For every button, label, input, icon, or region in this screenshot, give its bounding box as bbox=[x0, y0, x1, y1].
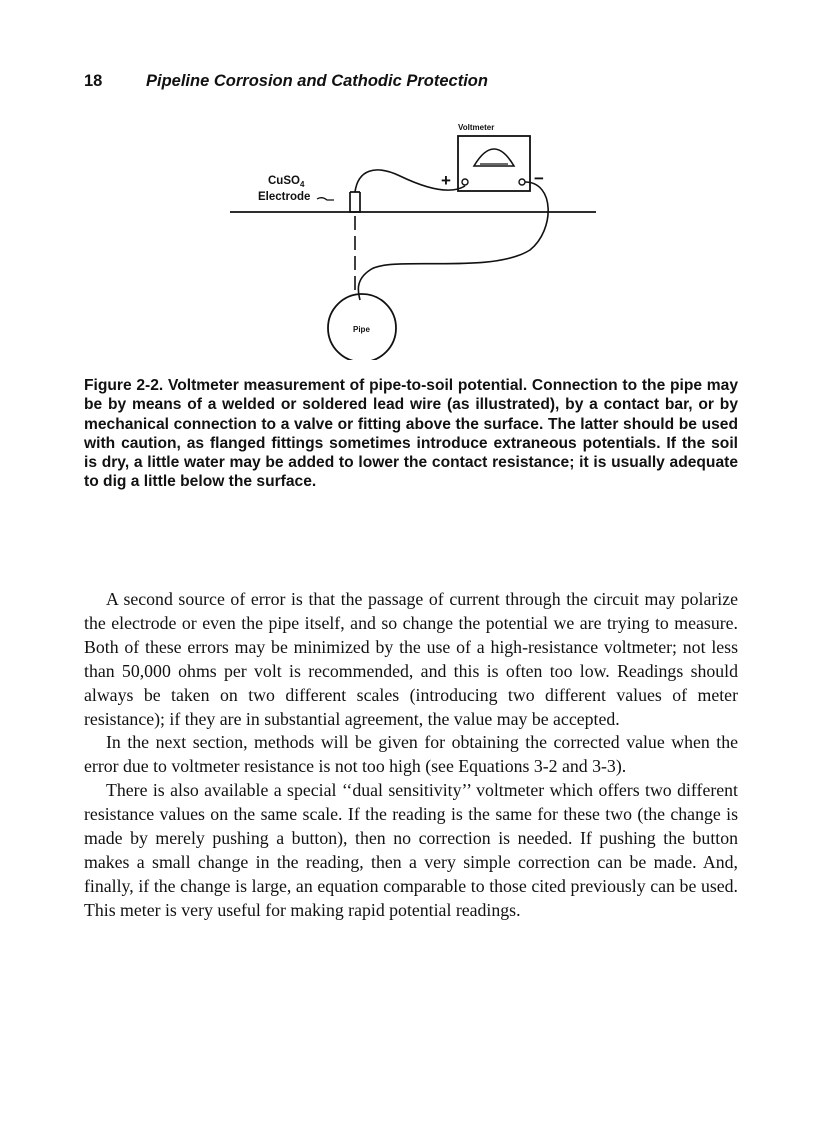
figure-2-2-diagram bbox=[210, 120, 610, 360]
body-text bbox=[84, 588, 738, 923]
figure-label: Figure 2-2. bbox=[84, 377, 164, 394]
caption-text: Voltmeter measurement of pipe-to-soil potential. Connection to the pipe may be by means of a welded or soldered lead wire (as illustrated), by a contact bar, or by mechanical connection to a valve or fitting above the surface. The latter should be used with caution, as flanged fittings sometimes introduce extraneous potentials. If the soil is dry, a little water may be added to lower the contact resistance; it is usually adequate to dig a little below the surface. bbox=[84, 377, 738, 491]
pipe-label: Pipe bbox=[353, 325, 370, 334]
voltmeter-label: Voltmeter bbox=[458, 123, 495, 132]
running-title: Pipeline Corrosion and Cathodic Protection bbox=[146, 72, 488, 90]
electrode-leader bbox=[317, 198, 334, 200]
plus-sign: + bbox=[441, 171, 451, 190]
paragraph: In the next section, methods will be given for obtaining the corrected value when the error due to voltmeter resistance is not too high (see Equations 3-2 and 3-3). bbox=[84, 732, 738, 777]
negative-terminal bbox=[519, 179, 525, 185]
pipe-lead-wire bbox=[358, 182, 548, 300]
paragraph: A second source of error is that the passage of current through the circuit may polarize the electrode or even the pipe itself, and so change the potential we are trying to measure. Both of these errors may be minimized by the use of a high-resistance voltmeter; not less than 50,000 ohms per volt is recommended, and this is often too low. Readings should always be taken on two different scales (introducing two different values of meter resistance); if they are in substantial agreement, the value may be accepted. bbox=[84, 589, 738, 729]
electrode-label-line2: Electrode bbox=[258, 191, 311, 203]
page-number: 18 bbox=[84, 72, 103, 90]
minus-sign: − bbox=[534, 169, 544, 188]
voltmeter-circuit-diagram bbox=[210, 120, 610, 360]
figure-caption bbox=[84, 376, 738, 492]
running-header bbox=[84, 72, 488, 91]
electrode-label-line1: CuSO$_4$ bbox=[268, 175, 305, 189]
positive-terminal bbox=[462, 179, 468, 185]
cuso4-electrode bbox=[350, 192, 360, 212]
paragraph: There is also available a special ‘‘dual sensitivity’’ voltmeter which offers two different resistance values on the same scale. If the reading is the same for these two (the change is made by merely pushing a button), then no correction is needed. If pushing the button makes a small change in the reading, then a very simple correction can be made. And, finally, if the change is large, an equation comparable to those cited previously can be used. This meter is very useful for making rapid potential readings. bbox=[84, 780, 738, 920]
